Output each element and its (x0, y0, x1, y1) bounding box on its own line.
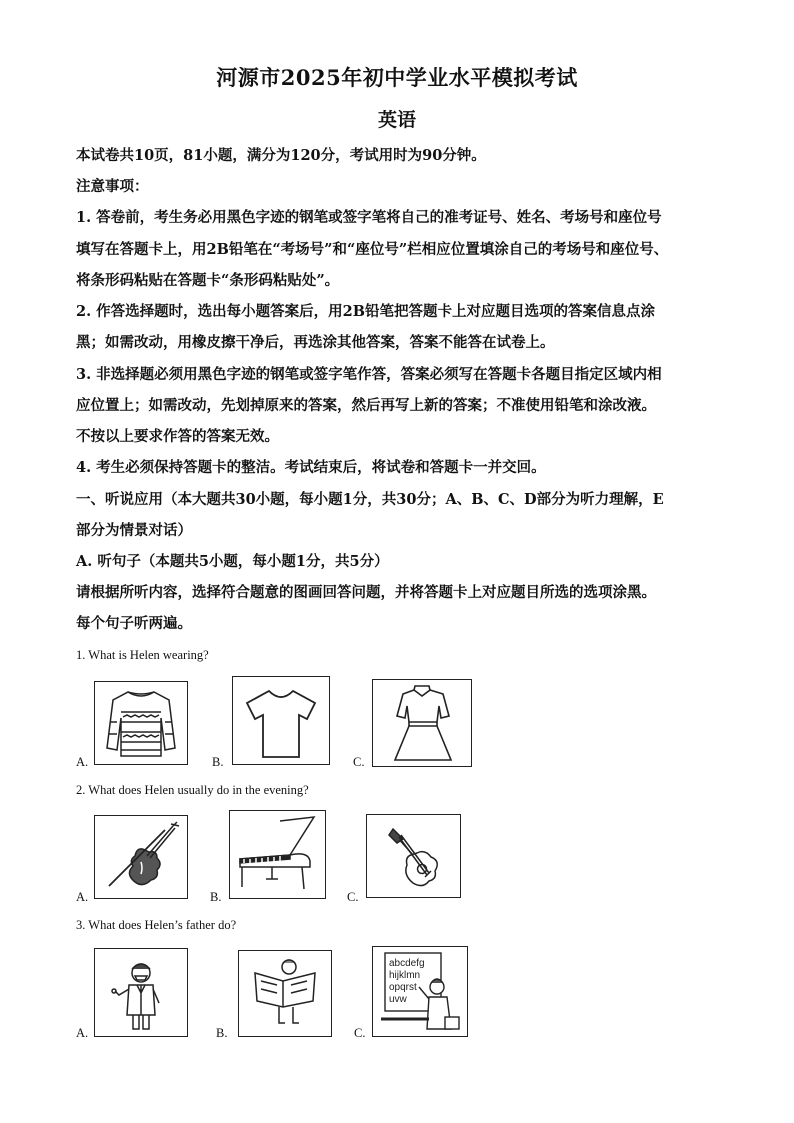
notice-line: 将条形码粘贴在答题卡“条形码粘贴处”。 (76, 272, 340, 289)
section-heading: 一、听说应用（本大题共30小题，每小题1分，共30分；A、B、C、D部分为听力理解，E (76, 491, 664, 508)
option-label[interactable]: B. (212, 755, 224, 769)
sweater-icon[interactable] (94, 681, 188, 765)
question-1: 1. What is Helen wearing? (76, 648, 209, 662)
board-text: opqrst (389, 982, 417, 993)
option-label[interactable]: C. (353, 755, 365, 769)
board-text: uvw (389, 994, 407, 1005)
question-3: 3. What does Helen’s father do? (76, 918, 237, 932)
exam-intro: 本试卷共10页，81小题，满分为120分，考试用时为90分钟。 (76, 147, 486, 164)
piano-icon[interactable] (229, 810, 326, 899)
part-a-heading: A. 听句子（本题共5小题，每小题1分，共5分） (76, 553, 389, 570)
question-2: 2. What does Helen usually do in the evening? (76, 783, 309, 797)
option-label[interactable]: B. (216, 1026, 228, 1040)
option-label[interactable]: C. (354, 1026, 366, 1040)
notice-line: 3. 非选择题必须用黑色字迹的钢笔或签字笔作答，答案必须写在答题卡各题目指定区域内相 (76, 366, 662, 383)
option-label[interactable]: B. (210, 890, 222, 904)
teacher-icon[interactable] (372, 946, 468, 1037)
section-heading-cont: 部分为情景对话） (76, 522, 192, 539)
option-label[interactable]: C. (347, 890, 359, 904)
option-label[interactable]: A. (76, 890, 89, 904)
doctor-icon[interactable] (94, 948, 188, 1037)
board-text: abcdefg (389, 958, 425, 969)
dress-icon[interactable] (372, 679, 472, 767)
reader-icon[interactable] (238, 950, 332, 1037)
notice-heading: 注意事项： (76, 178, 149, 195)
notice-line: 2. 作答选择题时，选出每小题答案后，用2B铅笔把答题卡上对应题目选项的答案信息点涂 (76, 303, 656, 320)
instructions: 请根据所听内容，选择符合题意的图画回答问题，并将答题卡上对应题目所选的选项涂黑。 (76, 584, 656, 601)
notice-line: 4. 考生必须保持答题卡的整洁。考试结束后，将试卷和答题卡一并交回。 (76, 459, 546, 476)
tshirt-icon[interactable] (232, 676, 330, 765)
notice-line: 应位置上；如需改动，先划掉原来的答案，然后再写上新的答案；不准使用铅笔和涂改液。 (76, 397, 656, 414)
instructions-cont: 每个句子听两遍。 (76, 615, 192, 632)
notice-line: 黑；如需改动，用橡皮擦干净后，再选涂其他答案，答案不能答在试卷上。 (76, 334, 555, 351)
guitar-icon[interactable] (366, 814, 461, 898)
board-text: hijklmn (389, 970, 421, 981)
violin-icon[interactable] (94, 815, 188, 899)
option-label[interactable]: A. (76, 755, 89, 769)
option-label[interactable]: A. (76, 1026, 89, 1040)
exam-title: 河源市2025年初中学业水平模拟考试 (216, 65, 578, 90)
notice-line: 不按以上要求作答的答案无效。 (76, 428, 279, 445)
subject-title: 英语 (377, 109, 416, 131)
notice-line: 填写在答题卡上，用2B铅笔在“考场号”和“座位号”栏相应位置填涂自己的考场号和座位号、 (76, 241, 669, 258)
notice-line: 1. 答卷前，考生务必用黑色字迹的钢笔或签字笔将自己的准考证号、姓名、考场号和座位号 (76, 209, 662, 226)
